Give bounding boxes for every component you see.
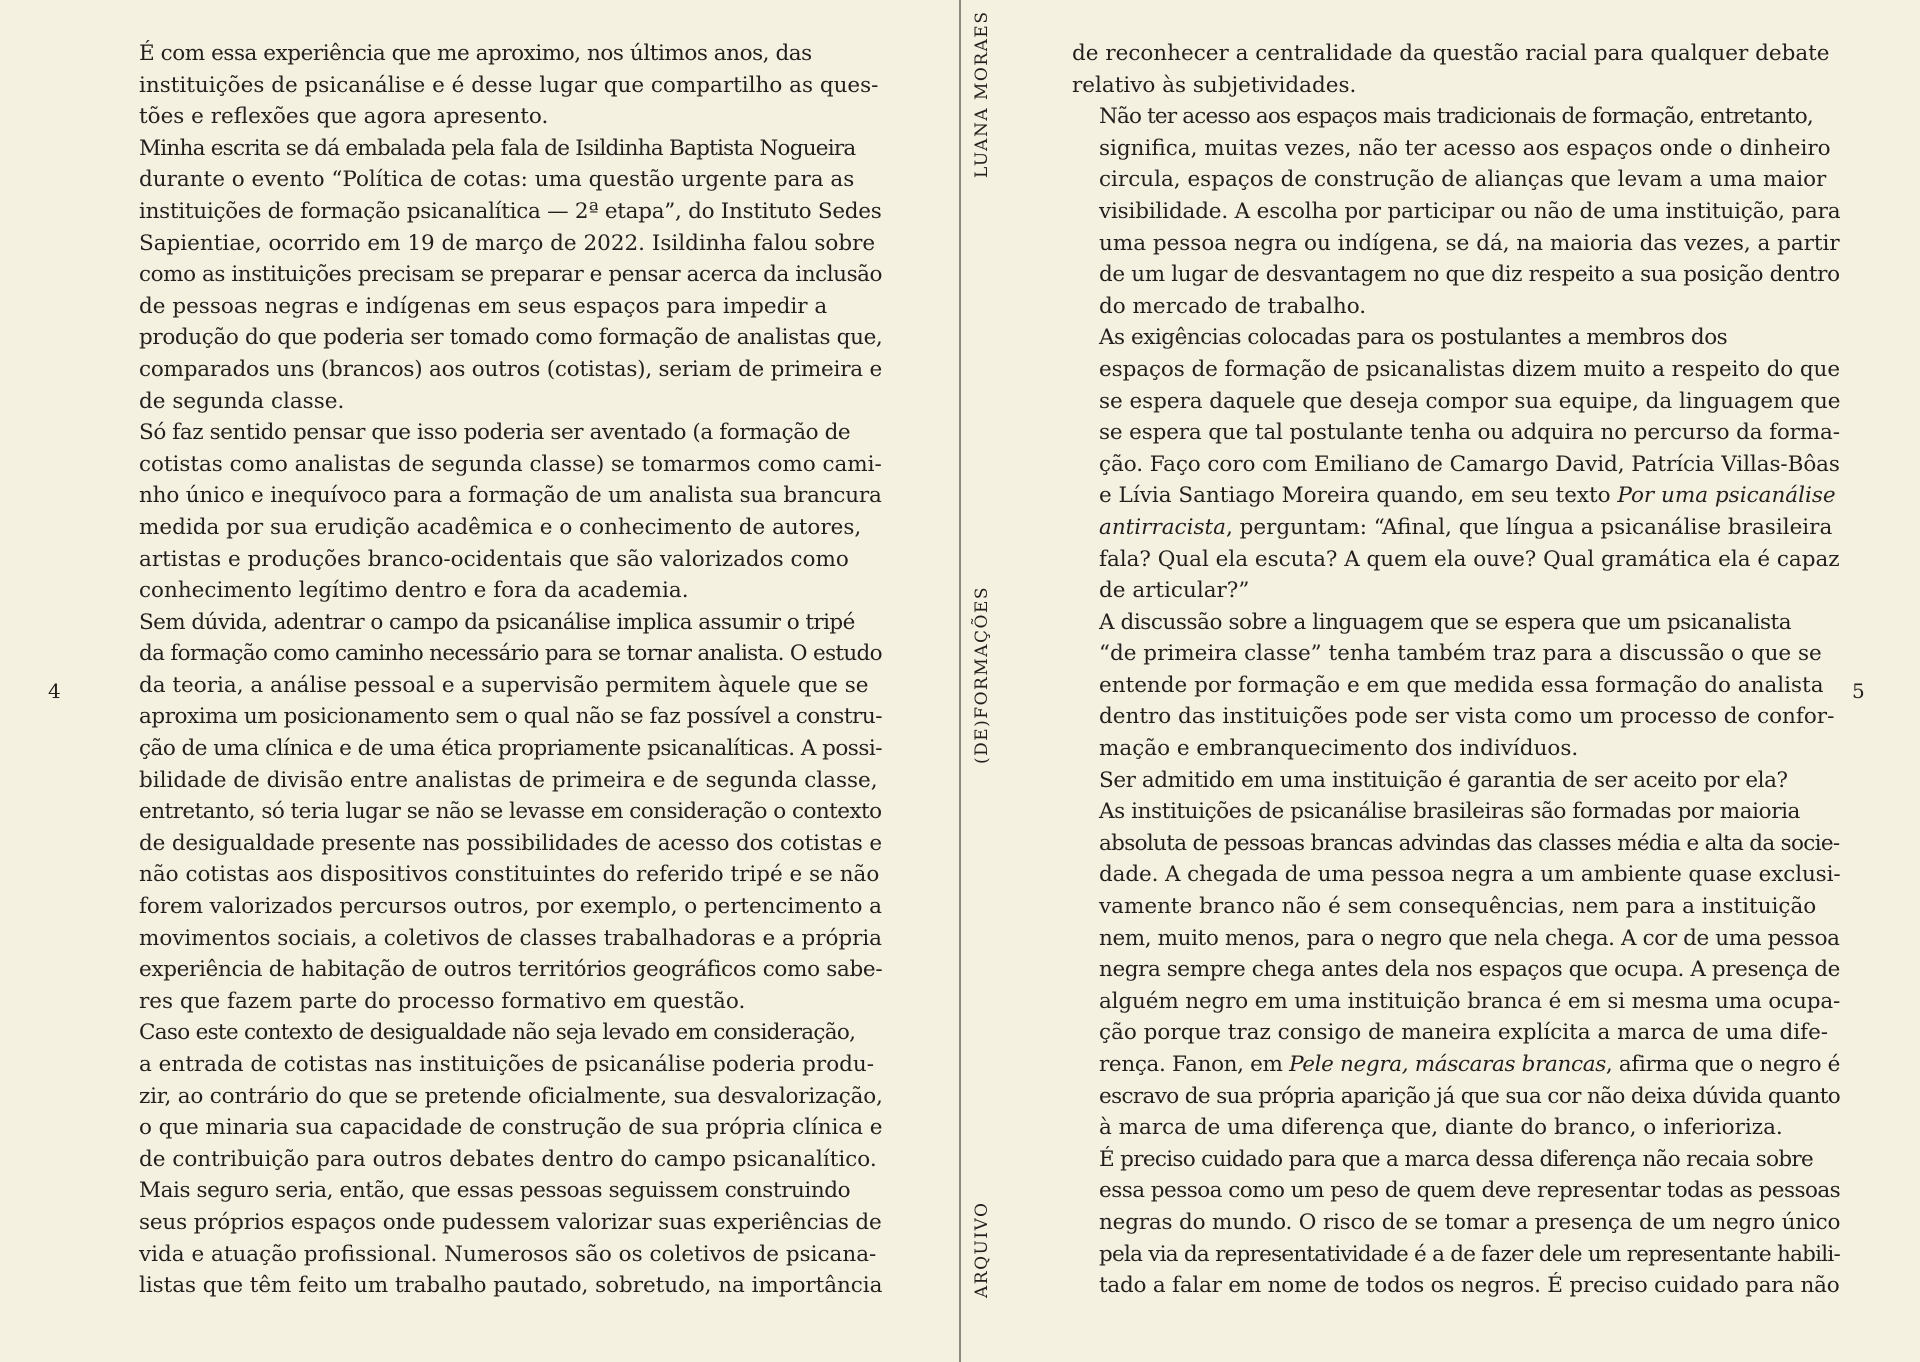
text-line: de pessoas negras e indígenas em seus espaços para impedir a bbox=[139, 293, 828, 319]
running-head-title: (DE)FORMAÇÕES bbox=[972, 585, 992, 764]
text-line: ção de uma clínica e de uma ética propriamente psicanalíticas. A possi- bbox=[139, 736, 882, 762]
text-line: nem, muito menos, para o negro que nela chega. A cor de uma pessoa bbox=[1099, 925, 1840, 951]
text-line: visibilidade. A escolha por participar ou não de uma instituição, para bbox=[1099, 198, 1841, 224]
paragraph bbox=[1072, 607, 1840, 765]
text-line: relativo às subjetividades. bbox=[1072, 72, 1357, 98]
text-line: de um lugar de desvantagem no que diz respeito a sua posição dentro bbox=[1099, 262, 1840, 288]
paragraph bbox=[1072, 1144, 1840, 1302]
text-line: antirracista, perguntam: “Afinal, que língua a psicanálise brasileira bbox=[1099, 514, 1833, 540]
text-line: Sapientiae, ocorrido em 19 de março de 2022. Isildinha falou sobre bbox=[139, 230, 876, 256]
text-line: ção porque traz consigo de maneira explícita a marca de uma dife- bbox=[1099, 1020, 1829, 1046]
text-line: mação e embranquecimento dos indivíduos. bbox=[1099, 736, 1579, 762]
text-line: dade. A chegada de uma pessoa negra a um ambiente quase exclusi- bbox=[1099, 862, 1841, 888]
book-title: Pele negra, máscaras brancas bbox=[1289, 1052, 1606, 1077]
text-line: res que fazem parte do processo formativo em questão. bbox=[139, 988, 746, 1014]
paragraph bbox=[112, 1175, 882, 1301]
text-line: de reconhecer a centralidade da questão racial para qualquer debate bbox=[1072, 41, 1830, 66]
text-line: alguém negro em uma instituição branca é em si mesma uma ocupa- bbox=[1099, 988, 1841, 1014]
text-line: artistas e produções branco-ocidentais que são valorizados como bbox=[139, 546, 849, 572]
left-page bbox=[0, 0, 959, 1362]
text-line: de articular?” bbox=[1099, 578, 1250, 604]
text-line: negras do mundo. O risco de se tomar a presença de um negro único bbox=[1099, 1209, 1841, 1235]
text-line: pela via da representatividade é a de fazer dele um representante habili- bbox=[1099, 1241, 1841, 1267]
text-line: espaços de formação de psicanalistas dizem muito a respeito do que bbox=[1099, 356, 1840, 382]
paragraph bbox=[1072, 765, 1840, 797]
text-line: se espera que tal postulante tenha ou adquira no percurso da forma- bbox=[1099, 420, 1840, 446]
text-line: dentro das instituições pode ser vista como um processo de confor- bbox=[1099, 704, 1835, 730]
text-line: “de primeira classe” tenha também traz para a discussão o que se bbox=[1099, 641, 1822, 667]
text-line: É preciso cuidado para que a marca dessa diferença não recaia sobre bbox=[1099, 1146, 1814, 1172]
text-line: à marca de uma diferença que, diante do branco, o inferioriza. bbox=[1099, 1115, 1783, 1141]
text-line: As exigências colocadas para os postulantes a membros dos bbox=[1099, 325, 1728, 351]
text-line: se espera daquele que deseja compor sua equipe, da linguagem que bbox=[1099, 388, 1841, 414]
book-title: antirracista bbox=[1099, 514, 1226, 540]
page-number-right: 5 bbox=[1852, 679, 1865, 703]
text-line: comparados uns (brancos) aos outros (cotistas), seriam de primeira e bbox=[139, 356, 882, 382]
text-line: Ser admitido em uma instituição é garantia de ser aceito por ela? bbox=[1099, 767, 1788, 793]
text-line: produção do que poderia ser tomado como formação de analistas que, bbox=[139, 325, 883, 351]
text-line: Sem dúvida, adentrar o campo da psicanálise implica assumir o tripé bbox=[139, 609, 855, 635]
paragraph bbox=[112, 133, 882, 417]
text-line: de desigualdade presente nas possibilidades de acesso dos cotistas e bbox=[139, 830, 882, 856]
text-line: aproxima um posicionamento sem o qual não se faz possível a constru- bbox=[139, 704, 883, 730]
paragraph bbox=[112, 607, 882, 1018]
text-line: essa pessoa como um peso de quem deve representar todas as pessoas bbox=[1099, 1178, 1841, 1204]
text-line: entretanto, só teria lugar se não se levasse em consideração o contexto bbox=[139, 799, 882, 825]
text-line: escravo de sua própria aparição já que sua cor não deixa dúvida quanto bbox=[1099, 1083, 1841, 1109]
text-line: ção. Faço coro com Emiliano de Camargo David, Patrícia Villas-Bôas bbox=[1099, 451, 1840, 477]
text-line: durante o evento “Política de cotas: uma questão urgente para as bbox=[139, 167, 855, 193]
text-line: fala? Qual ela escuta? A quem ela ouve? Qual gramática ela é capaz bbox=[1099, 546, 1840, 572]
text-line: É com essa experiência que me aproximo, nos últimos anos, das bbox=[139, 41, 812, 66]
text-line: A discussão sobre a linguagem que se espera que um psicanalista bbox=[1099, 609, 1792, 635]
text-line: Minha escrita se dá embalada pela fala de Isildinha Baptista Nogueira bbox=[139, 135, 856, 161]
text-line: zir, ao contrário do que se pretende oficialmente, sua desvalorização, bbox=[139, 1083, 883, 1109]
running-head-author: LUANA MORAES bbox=[972, 10, 992, 178]
text-line: bilidade de divisão entre analistas de primeira e de segunda classe, bbox=[139, 767, 878, 793]
text-line: As instituições de psicanálise brasileiras são formadas por maioria bbox=[1099, 799, 1800, 825]
text-line: Não ter acesso aos espaços mais tradicionais de formação, entretanto, bbox=[1099, 104, 1813, 130]
text-line: vida e atuação profissional. Numerosos são os coletivos de psicana- bbox=[139, 1241, 877, 1267]
text-line: movimentos sociais, a coletivos de classes trabalhadoras e a própria bbox=[139, 925, 882, 951]
paragraph bbox=[112, 417, 882, 607]
right-page bbox=[961, 0, 1920, 1362]
paragraph bbox=[1072, 796, 1840, 1144]
text-line: experiência de habitação de outros territórios geográficos como sabe- bbox=[139, 957, 883, 983]
text-line: Caso este contexto de desigualdade não seja levado em consideração, bbox=[139, 1020, 856, 1046]
text-line: nho único e inequívoco para a formação de um analista sua brancura bbox=[139, 483, 882, 509]
text-line: a entrada de cotistas nas instituições de psicanálise poderia produ- bbox=[139, 1052, 875, 1077]
text-line: o que minaria sua capacidade de construção de sua própria clínica e bbox=[139, 1115, 883, 1141]
paragraph bbox=[1072, 101, 1840, 322]
text-line: Mais seguro seria, então, que essas pessoas seguissem construindo bbox=[139, 1178, 851, 1204]
book-title: Por uma psicanálise bbox=[1617, 483, 1836, 509]
text-line: uma pessoa negra ou indígena, se dá, na maioria das vezes, a partir bbox=[1099, 230, 1840, 256]
text-line: não cotistas aos dispositivos constituintes do referido tripé e se não bbox=[139, 862, 880, 888]
text-line: instituições de psicanálise e é desse lugar que compartilho as ques- bbox=[139, 72, 879, 98]
text-line: de segunda classe. bbox=[139, 388, 345, 414]
text-line: da formação como caminho necessário para se tornar analista. O estudo bbox=[139, 641, 882, 667]
text-line: de contribuição para outros debates dentro do campo psicanalítico. bbox=[139, 1146, 877, 1172]
text-line: negra sempre chega antes dela nos espaços que ocupa. A presença de bbox=[1099, 957, 1840, 983]
text-line: do mercado de trabalho. bbox=[1099, 293, 1367, 319]
text-line: da teoria, a análise pessoal e a supervisão permitem àquele que se bbox=[139, 672, 869, 698]
text-line: tões e reflexões que agora apresento. bbox=[139, 104, 549, 130]
text-line: como as instituições precisam se preparar e pensar acerca da inclusão bbox=[139, 262, 883, 288]
running-head-section: ARQUIVO bbox=[972, 1201, 992, 1298]
text-line: tado a falar em nome de todos os negros. É preciso cuidado para não bbox=[1099, 1273, 1840, 1299]
paragraph bbox=[1072, 322, 1840, 606]
text-line: cotistas como analistas de segunda classe) se tomarmos como cami- bbox=[139, 451, 882, 477]
page-number-left: 4 bbox=[48, 679, 61, 703]
text-line: e Lívia Santiago Moreira quando, em seu texto Por uma psicanálise bbox=[1099, 483, 1836, 509]
text-line: significa, muitas vezes, não ter acesso aos espaços onde o dinheiro bbox=[1099, 135, 1831, 161]
text-line: circula, espaços de construção de alianças que levam a uma maior bbox=[1099, 167, 1827, 193]
text-line: instituições de formação psicanalítica — 2ª etapa”, do Instituto Sedes bbox=[139, 198, 882, 224]
right-text-column bbox=[1072, 38, 1840, 1302]
text-line: entende por formação e em que medida essa formação do analista bbox=[1099, 672, 1824, 698]
paragraph bbox=[112, 38, 882, 133]
paragraph bbox=[112, 1017, 882, 1175]
text-line: Só faz sentido pensar que isso poderia ser aventado (a formação de bbox=[139, 420, 851, 446]
text-line: conhecimento legítimo dentro e fora da academia. bbox=[139, 578, 689, 604]
text-line: vamente branco não é sem consequências, nem para a instituição bbox=[1099, 894, 1817, 920]
text-line: medida por sua erudição acadêmica e o conhecimento de autores, bbox=[139, 514, 862, 540]
left-text-column bbox=[112, 38, 882, 1302]
text-line: absoluta de pessoas brancas advindas das classes média e alta da socie- bbox=[1099, 830, 1840, 856]
text-line: listas que têm feito um trabalho pautado, sobretudo, na importância bbox=[139, 1273, 883, 1299]
paragraph bbox=[1072, 38, 1840, 101]
text-line: rença. Fanon, em Pele negra, máscaras brancas, afirma que o negro é bbox=[1099, 1052, 1841, 1077]
text-line: forem valorizados percursos outros, por exemplo, o pertencimento a bbox=[139, 894, 882, 920]
text-line: seus próprios espaços onde pudessem valorizar suas experiências de bbox=[139, 1209, 882, 1235]
